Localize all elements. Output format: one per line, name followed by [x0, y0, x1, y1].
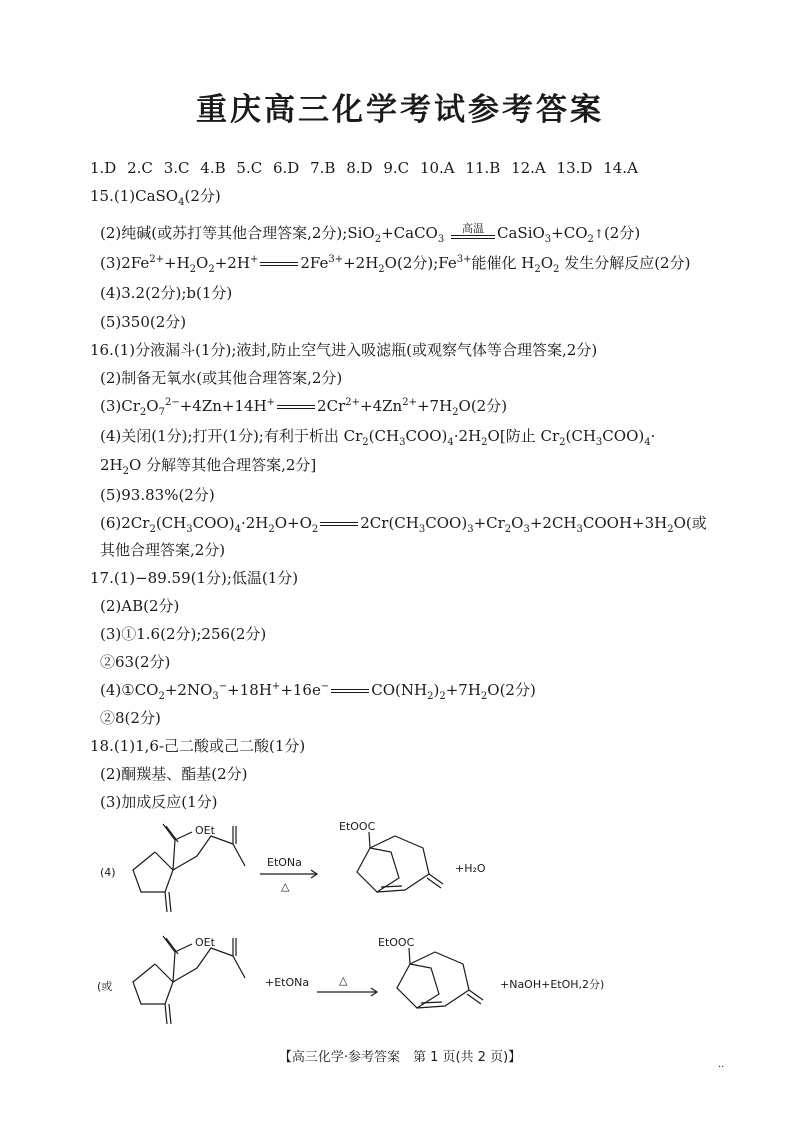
scheme-2-label: (或 [97, 980, 113, 993]
q16-line-6: (5)93.83%(2分) [100, 486, 215, 504]
q15-line-1: 15.(1)CaSO$_4$(2分) [90, 187, 221, 208]
scheme-1-reagent: EtONa [267, 856, 302, 869]
scheme-2-tail: +NaOH+EtOH,2分) [500, 978, 605, 991]
mc-answer: 4.B [200, 159, 226, 177]
mc-answer: 3.C [163, 159, 190, 177]
page-footer: 【高三化学·参考答案 第 1 页(共 2 页)】 [278, 1050, 522, 1065]
equals-arrow-icon [331, 686, 369, 696]
reaction-scheme-2-drawing [95, 922, 715, 1042]
reaction-scheme-2 [95, 922, 715, 1046]
gas-up-arrow-icon: ↑ [593, 227, 604, 241]
mc-answers [90, 158, 644, 178]
mc-answer: 11.B [465, 159, 501, 177]
q16-line-3: $(3)Cr_2O_7^{2-}+4Zn+14H^+$ $2Cr^{2+}+4Zn^{2+}+7H_2O(2$分) [100, 397, 508, 418]
q17-line-3: (3)①1.6(2分);256(2分) [100, 625, 267, 643]
oet-label-2: OEt [195, 936, 215, 949]
q15-line-4: (4)3.2(2分);b(1分) [100, 284, 233, 302]
mc-answer: 14.A [603, 159, 638, 177]
equals-arrow-icon [277, 402, 315, 412]
q18-line-1: 18.(1)1,6-己二酸或己二酸(1分) [90, 737, 306, 755]
mc-answer: 7.B [310, 159, 336, 177]
page-title: 重庆高三化学考试参考答案 [196, 92, 604, 128]
q17-line-5: $(4)①CO_2+2NO_3^-+18H^++16e^-$ $CO(NH_2)_2+7H_2O(2$分) [100, 681, 536, 702]
scheme-1-condition: △ [281, 880, 290, 893]
q17-line-2: (2)AB(2分) [100, 597, 180, 615]
scheme-1-byproduct: +H₂O [455, 862, 486, 875]
reaction-scheme-1 [95, 810, 515, 934]
reaction-scheme-1-drawing [95, 810, 515, 930]
mc-answer: 10.A [419, 159, 455, 177]
q17-line-6: ②8(2分) [100, 709, 161, 727]
reaction-condition-arrow: 高温 [451, 225, 495, 243]
q16-line-5: $2H_2O$ 分解等其他合理答案,2分] [100, 456, 317, 477]
q17-line-1: 17.(1)−89.59(1分);低温(1分) [90, 569, 299, 587]
mc-answer: 2.C [127, 159, 153, 177]
mc-answer: 8.D [346, 159, 373, 177]
equals-arrow-icon [260, 259, 298, 269]
q16-line-7: $(6)2Cr_2(CH_3COO)_4\cdot 2H_2O+O_2$ $2Cr(CH_3COO)_3+Cr_2O_3+2CH_3COOH+3H_2O$(或 [100, 514, 707, 535]
q16-line-8: 其他合理答案,2分) [100, 541, 226, 559]
corner-mark: ·· [718, 1062, 725, 1073]
etooc-label-2: EtOOC [378, 936, 415, 949]
q15-line-3: $(3)2Fe^{2+}+H_2O_2+2H^+$ $2Fe^{3+}+2H_2O(2$分)$;Fe^{3+}$能催化 $H_2O_2$ 发生分解反应(2分) [100, 254, 691, 275]
mc-answer: 12.A [511, 159, 546, 177]
etooc-label-1: EtOOC [339, 820, 376, 833]
mc-answer: 13.D [556, 159, 593, 177]
q16-line-4: (4)关闭(1分);打开(1分);有利于析出 $Cr_2(CH_3COO)_4\cdot 2H_2O$[防止 $Cr_2(CH_3COO)_4\cdot$ [100, 427, 656, 448]
mc-answer: 9.C [383, 159, 410, 177]
q18-line-3: (3)加成反应(1分) [100, 793, 218, 811]
equals-arrow-icon [320, 519, 358, 529]
q17-line-4: ②63(2分) [100, 653, 171, 671]
q15-line-5: (5)350(2分) [100, 313, 187, 331]
mc-answer: 5.C [236, 159, 263, 177]
oet-label-1: OEt [195, 824, 215, 837]
q15-line-2: (2)纯碱(或苏打等其他合理答案,2分);SiO$_2$+CaCO$_3$ 高温 $CaSiO_3+CO_2↑(2$分) [100, 222, 641, 245]
q18-line-2: (2)酮羰基、酯基(2分) [100, 765, 248, 783]
mc-answer: 1.D [90, 159, 117, 177]
scheme-1-label: (4) [100, 866, 116, 879]
q16-line-2: (2)制备无氧水(或其他合理答案,2分) [100, 369, 343, 387]
scheme-2-reagent: +EtONa [265, 976, 310, 989]
mc-answer: 6.D [272, 159, 300, 177]
scheme-2-condition: △ [339, 974, 348, 987]
q16-line-1: 16.(1)分液漏斗(1分);液封,防止空气进入吸滤瓶(或观察气体等合理答案,2分) [90, 341, 598, 359]
